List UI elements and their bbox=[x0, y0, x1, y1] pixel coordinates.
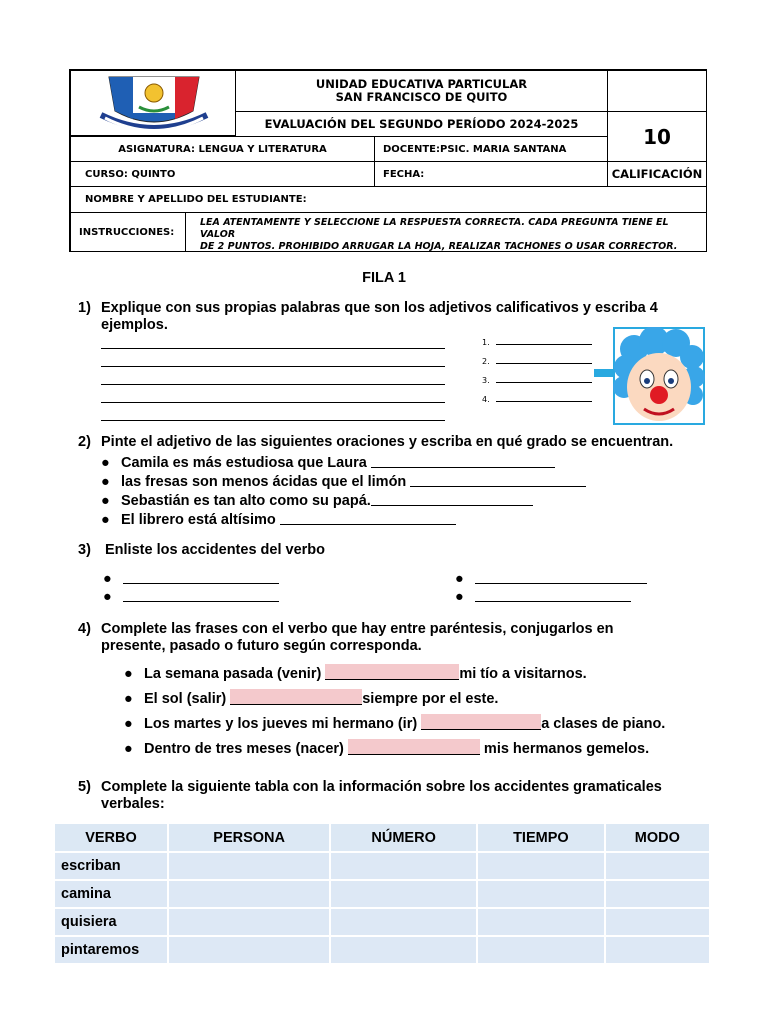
fill-blank[interactable] bbox=[325, 664, 459, 680]
date-cell: FECHA: bbox=[374, 161, 608, 187]
fill-blank[interactable] bbox=[421, 714, 541, 730]
q2-item: ● El librero está altísimo bbox=[101, 511, 456, 528]
q3-number: 3) bbox=[78, 542, 91, 558]
blank-top-right bbox=[607, 70, 707, 112]
answer-cell[interactable] bbox=[168, 852, 330, 880]
evaluation-title: EVALUACIÓN DEL SEGUNDO PERÍODO 2024-2025 bbox=[235, 111, 608, 137]
verb-cell: escriban bbox=[55, 852, 168, 880]
q5-number: 5) bbox=[78, 779, 91, 795]
q3-blank[interactable]: ● bbox=[455, 570, 647, 587]
q4-sentence: ● La semana pasada (venir) mi tío a visitarnos. bbox=[124, 666, 587, 682]
col-header: MODO bbox=[605, 824, 710, 852]
q4-sentence: ● El sol (salir) siempre por el este. bbox=[124, 691, 499, 707]
mini-list-item: 3. bbox=[482, 376, 592, 385]
answer-cell[interactable] bbox=[605, 880, 710, 908]
answer-line[interactable] bbox=[101, 348, 445, 349]
fill-blank[interactable] bbox=[230, 689, 362, 705]
mini-list-item: 1. bbox=[482, 338, 592, 347]
q4-sentence: ● Los martes y los jueves mi hermano (ir) a clases de piano. bbox=[124, 716, 666, 732]
instructions-label: INSTRUCCIONES: bbox=[70, 212, 186, 252]
col-header: TIEMPO bbox=[477, 824, 605, 852]
table-row bbox=[55, 852, 710, 880]
school-name: UNIDAD EDUCATIVA PARTICULAR SAN FRANCISCO DE QUITO bbox=[235, 70, 608, 112]
q2-item: ● las fresas son menos ácidas que el limón bbox=[101, 473, 586, 490]
q1-number: 1) bbox=[78, 300, 91, 316]
logo-cell bbox=[70, 70, 236, 136]
answer-cell[interactable] bbox=[330, 908, 477, 936]
answer-cell[interactable] bbox=[330, 880, 477, 908]
school-logo bbox=[71, 71, 237, 137]
grade-label: CALIFICACIÓN bbox=[607, 161, 707, 187]
answer-cell[interactable] bbox=[477, 908, 605, 936]
fila-title: FILA 1 bbox=[362, 270, 406, 286]
fill-blank[interactable] bbox=[348, 739, 480, 755]
answer-line[interactable] bbox=[101, 402, 445, 403]
answer-cell[interactable] bbox=[605, 852, 710, 880]
answer-line[interactable] bbox=[101, 366, 445, 367]
q1-text: Explique con sus propias palabras que son los adjetivos calificativos y escriba 4 ejemplos. bbox=[101, 300, 658, 333]
q2-item: ● Camila es más estudiosa que Laura bbox=[101, 454, 555, 471]
answer-line[interactable] bbox=[101, 420, 445, 421]
q5-text: Complete la siguiente tabla con la información sobre los accidentes gramaticales verbales: bbox=[101, 779, 662, 812]
table-row bbox=[55, 936, 710, 964]
q3-text: Enliste los accidentes del verbo bbox=[105, 542, 325, 558]
teacher-cell: DOCENTE:PSIC. MARIA SANTANA bbox=[374, 136, 608, 162]
clown-image bbox=[594, 327, 706, 425]
q3-blank[interactable]: ● bbox=[103, 588, 279, 605]
verbs-table bbox=[55, 824, 711, 965]
student-name-cell: NOMBRE Y APELLIDO DEL ESTUDIANTE: bbox=[70, 186, 707, 213]
q3-blank[interactable]: ● bbox=[455, 588, 631, 605]
q4-sentence: ● Dentro de tres meses (nacer) mis hermanos gemelos. bbox=[124, 741, 650, 757]
answer-cell[interactable] bbox=[168, 936, 330, 964]
instructions-text: LEA ATENTAMENTE Y SELECCIONE LA RESPUESTA CORRECTA. CADA PREGUNTA TIENE EL VALOR DE 2 PUNTOS. PROHIBIDO ARRUGAR LA HOJA, REALIZAR TACHONES O USAR CORRECTOR. bbox=[185, 212, 707, 252]
answer-cell[interactable] bbox=[330, 936, 477, 964]
answer-line[interactable] bbox=[101, 384, 445, 385]
verb-cell: camina bbox=[55, 880, 168, 908]
col-header: NÚMERO bbox=[330, 824, 477, 852]
answer-cell[interactable] bbox=[168, 880, 330, 908]
verb-cell: quisiera bbox=[55, 908, 168, 936]
table-row bbox=[55, 908, 710, 936]
answer-cell[interactable] bbox=[605, 908, 710, 936]
table-header-row bbox=[55, 824, 710, 852]
q3-blank[interactable]: ● bbox=[103, 570, 279, 587]
q4-number: 4) bbox=[78, 621, 91, 637]
q2-number: 2) bbox=[78, 434, 91, 450]
q4-text: Complete las frases con el verbo que hay entre paréntesis, conjugarlos en presente, pasado o futuro según corresponda. bbox=[101, 621, 614, 654]
grade-value: 10 bbox=[607, 111, 707, 162]
header-table bbox=[69, 69, 707, 252]
subject-cell: ASIGNATURA: LENGUA Y LITERATURA bbox=[70, 136, 375, 162]
mini-list-item: 2. bbox=[482, 357, 592, 366]
answer-cell[interactable] bbox=[330, 852, 477, 880]
answer-cell[interactable] bbox=[168, 908, 330, 936]
mini-list-item: 4. bbox=[482, 395, 592, 404]
verb-cell: pintaremos bbox=[55, 936, 168, 964]
col-header: PERSONA bbox=[168, 824, 330, 852]
answer-cell[interactable] bbox=[477, 880, 605, 908]
q2-item: ● Sebastián es tan alto como su papá. bbox=[101, 492, 533, 509]
table-row bbox=[55, 880, 710, 908]
course-cell: CURSO: QUINTO bbox=[70, 161, 375, 187]
answer-cell[interactable] bbox=[477, 936, 605, 964]
answer-cell[interactable] bbox=[477, 852, 605, 880]
col-header: VERBO bbox=[55, 824, 168, 852]
answer-cell[interactable] bbox=[605, 936, 710, 964]
q2-text: Pinte el adjetivo de las siguientes oraciones y escriba en qué grado se encuentran. bbox=[101, 434, 674, 450]
